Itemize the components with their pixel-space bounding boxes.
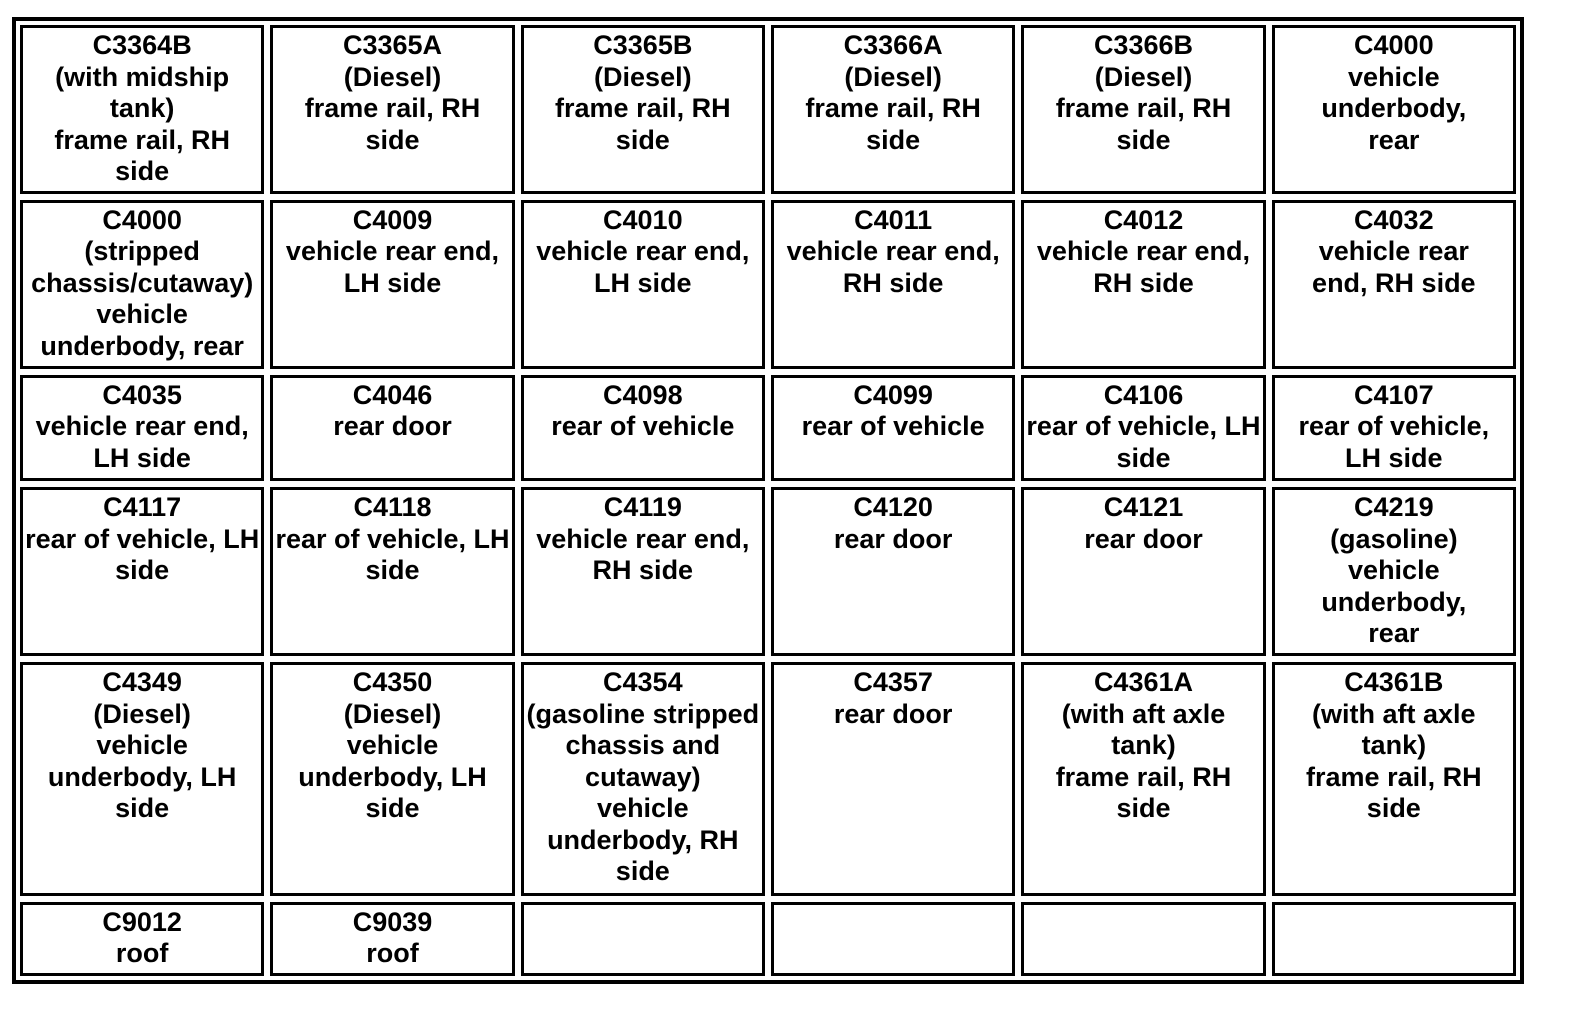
table-cell: C4120 rear door	[771, 487, 1015, 656]
table-cell: C3366B (Diesel) frame rail, RH side	[1021, 25, 1265, 194]
table-cell: C3364B (with midship tank) frame rail, RH side	[20, 25, 264, 194]
table-cell: C3365A (Diesel) frame rail, RH side	[270, 25, 514, 194]
table-cell	[1021, 902, 1265, 976]
table-cell: C4012 vehicle rear end, RH side	[1021, 200, 1265, 369]
table-cell: C3365B (Diesel) frame rail, RH side	[521, 25, 765, 194]
table-row	[20, 902, 1516, 976]
table-cell: C4357 rear door	[771, 662, 1015, 895]
table-cell: C9012 roof	[20, 902, 264, 976]
table-cell	[521, 902, 765, 976]
table-cell: C4009 vehicle rear end, LH side	[270, 200, 514, 369]
table-cell: C4119 vehicle rear end, RH side	[521, 487, 765, 656]
table-cell: C4098 rear of vehicle	[521, 375, 765, 482]
connector-location-table	[14, 19, 1522, 982]
table-cell: C3366A (Diesel) frame rail, RH side	[771, 25, 1015, 194]
table-row	[20, 487, 1516, 656]
connector-location-table-frame	[12, 17, 1524, 984]
table-cell: C4106 rear of vehicle, LH side	[1021, 375, 1265, 482]
table-cell: C4107 rear of vehicle, LH side	[1272, 375, 1516, 482]
table-row	[20, 375, 1516, 482]
table-cell: C4000 vehicle underbody, rear	[1272, 25, 1516, 194]
table-cell: C4121 rear door	[1021, 487, 1265, 656]
table-cell: C4349 (Diesel) vehicle underbody, LH side	[20, 662, 264, 895]
table-cell: C4000 (stripped chassis/cutaway) vehicle underbody, rear	[20, 200, 264, 369]
table-row	[20, 662, 1516, 895]
table-cell: C4361B (with aft axle tank) frame rail, RH side	[1272, 662, 1516, 895]
table-cell: C4117 rear of vehicle, LH side	[20, 487, 264, 656]
table-cell: C4032 vehicle rear end, RH side	[1272, 200, 1516, 369]
table-cell: C4010 vehicle rear end, LH side	[521, 200, 765, 369]
table-cell	[771, 902, 1015, 976]
table-cell	[1272, 902, 1516, 976]
table-cell: C4350 (Diesel) vehicle underbody, LH side	[270, 662, 514, 895]
table-row	[20, 25, 1516, 194]
table-row	[20, 200, 1516, 369]
table-cell: C4361A (with aft axle tank) frame rail, RH side	[1021, 662, 1265, 895]
table-cell: C4118 rear of vehicle, LH side	[270, 487, 514, 656]
table-cell: C4035 vehicle rear end, LH side	[20, 375, 264, 482]
table-cell: C4046 rear door	[270, 375, 514, 482]
table-cell: C4011 vehicle rear end, RH side	[771, 200, 1015, 369]
table-cell: C4354 (gasoline stripped chassis and cutaway) vehicle underbody, RH side	[521, 662, 765, 895]
table-cell: C4099 rear of vehicle	[771, 375, 1015, 482]
table-cell: C9039 roof	[270, 902, 514, 976]
table-cell: C4219 (gasoline) vehicle underbody, rear	[1272, 487, 1516, 656]
